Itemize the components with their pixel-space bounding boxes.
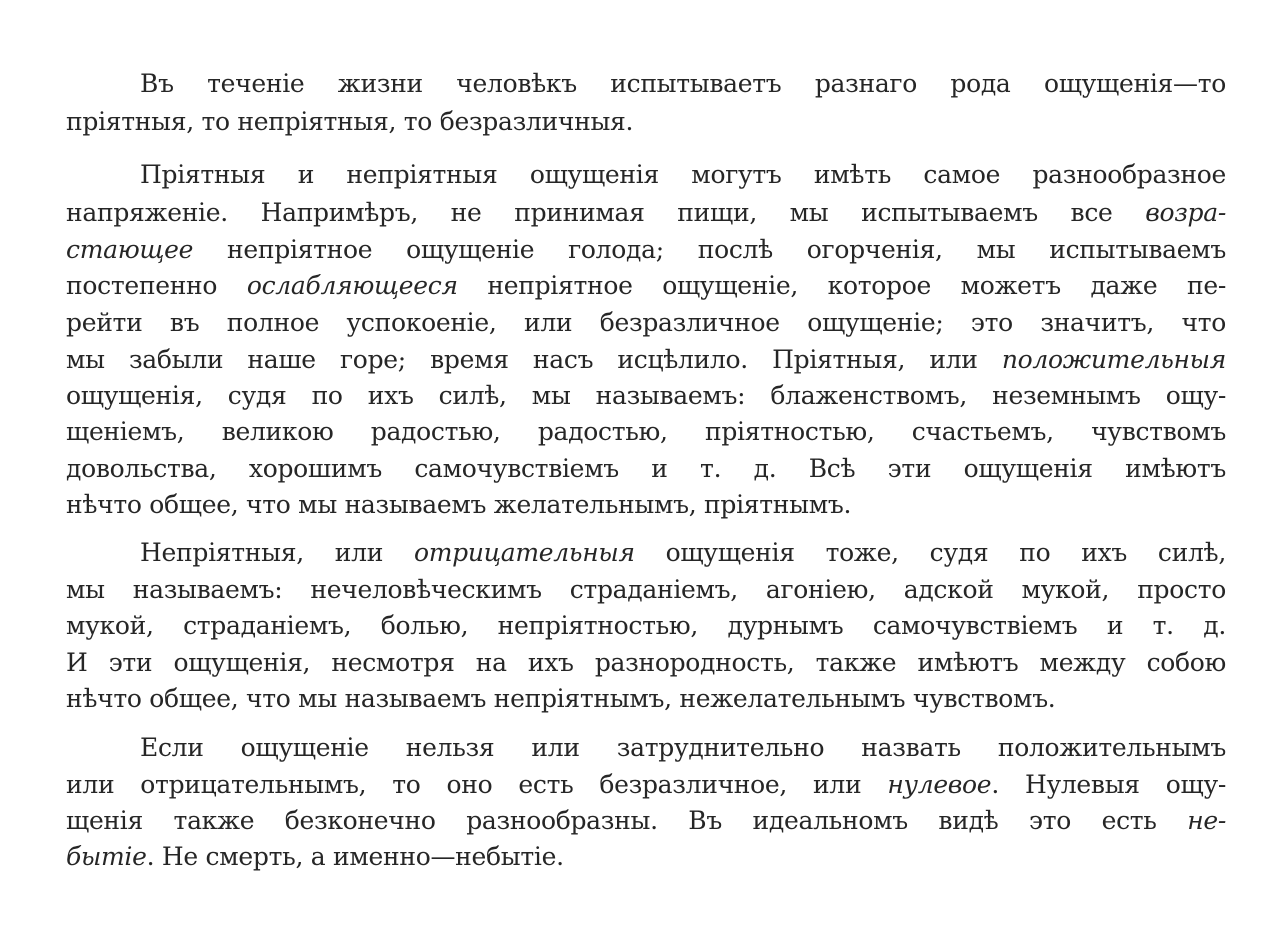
text-line — [66, 767, 1226, 803]
italic-segment: нулевое — [887, 770, 992, 799]
italic-segment: отрицательныя — [413, 538, 635, 567]
text-line — [66, 195, 1226, 231]
italic-segment: стающее — [66, 235, 194, 264]
text-line — [66, 803, 1226, 839]
text-segment: щенія также безконечно разнообразны. Въ идеальномъ видѣ это есть — [66, 806, 1188, 835]
italic-segment: не- — [1187, 806, 1226, 835]
text-segment: непріятное ощущеніе, которое можетъ даже пе- — [457, 271, 1226, 300]
text-line: нѣчто общее, что мы называемъ непріятнымъ, нежелательнымъ чувствомъ. — [66, 684, 1056, 713]
text-line: довольства, хорошимъ самочувствіемъ и т. д. Всѣ эти ощущенія имѣютъ — [66, 454, 1226, 483]
text-segment: мы забыли наше горе; время насъ исцѣлило. Пріятныя, или — [66, 345, 1002, 374]
text-line — [66, 839, 1226, 875]
text-line: Пріятныя и непріятныя ощущенія могутъ имѣть самое разнообразное — [140, 160, 1226, 189]
text-line — [66, 268, 1226, 304]
text-line: пріятныя, то непріятныя, то безразличныя. — [66, 107, 634, 136]
text-line: И эти ощущенія, несмотря на ихъ разнородность, также имѣютъ между собою — [66, 648, 1226, 677]
text-segment: постепенно — [66, 271, 247, 300]
text-line: Въ теченіе жизни человѣкъ испытываетъ разнаго рода ощущенія—то — [140, 69, 1226, 98]
text-line — [66, 342, 1226, 378]
text-segment: или отрицательнымъ, то оно есть безразличное, или — [66, 770, 888, 799]
text-line: рейти въ полное успокоеніе, или безразличное ощущеніе; это значитъ, что — [66, 308, 1226, 337]
italic-segment: возра- — [1145, 198, 1226, 227]
document-page — [66, 66, 1226, 886]
italic-segment: бытіе — [66, 842, 147, 871]
text-line: Если ощущеніе нельзя или затруднительно назвать положительнымъ — [140, 733, 1226, 762]
text-segment: . Не смерть, а именно—небытіе. — [146, 842, 564, 871]
text-line: нѣчто общее, что мы называемъ желательнымъ, пріятнымъ. — [66, 490, 852, 519]
text-line: щеніемъ, великою радостью, радостью, пріятностью, счастьемъ, чувствомъ — [66, 417, 1226, 446]
text-line — [66, 232, 1226, 268]
text-segment: Непріятныя, или — [140, 538, 414, 567]
text-segment: . Нулевыя ощу- — [991, 770, 1227, 799]
text-segment: ощущенія тоже, судя по ихъ силѣ, — [634, 538, 1226, 567]
text-segment: непріятное ощущеніе голода; послѣ огорченія, мы испытываемъ — [193, 235, 1226, 264]
text-segment: напряженіе. Напримѣръ, не принимая пищи, мы испытываемъ все — [66, 198, 1146, 227]
italic-segment: ослабляющееся — [246, 271, 458, 300]
text-line: мукой, страданіемъ, болью, непріятностью, дурнымъ самочувствіемъ и т. д. — [66, 611, 1226, 640]
text-line: мы называемъ: нечеловѣческимъ страданіемъ, агоніею, адской мукой, просто — [66, 575, 1226, 604]
italic-segment: положительныя — [1001, 345, 1226, 374]
text-line: ощущенія, судя по ихъ силѣ, мы называемъ: блаженствомъ, неземнымъ ощу- — [66, 381, 1226, 410]
text-line — [140, 535, 1226, 571]
